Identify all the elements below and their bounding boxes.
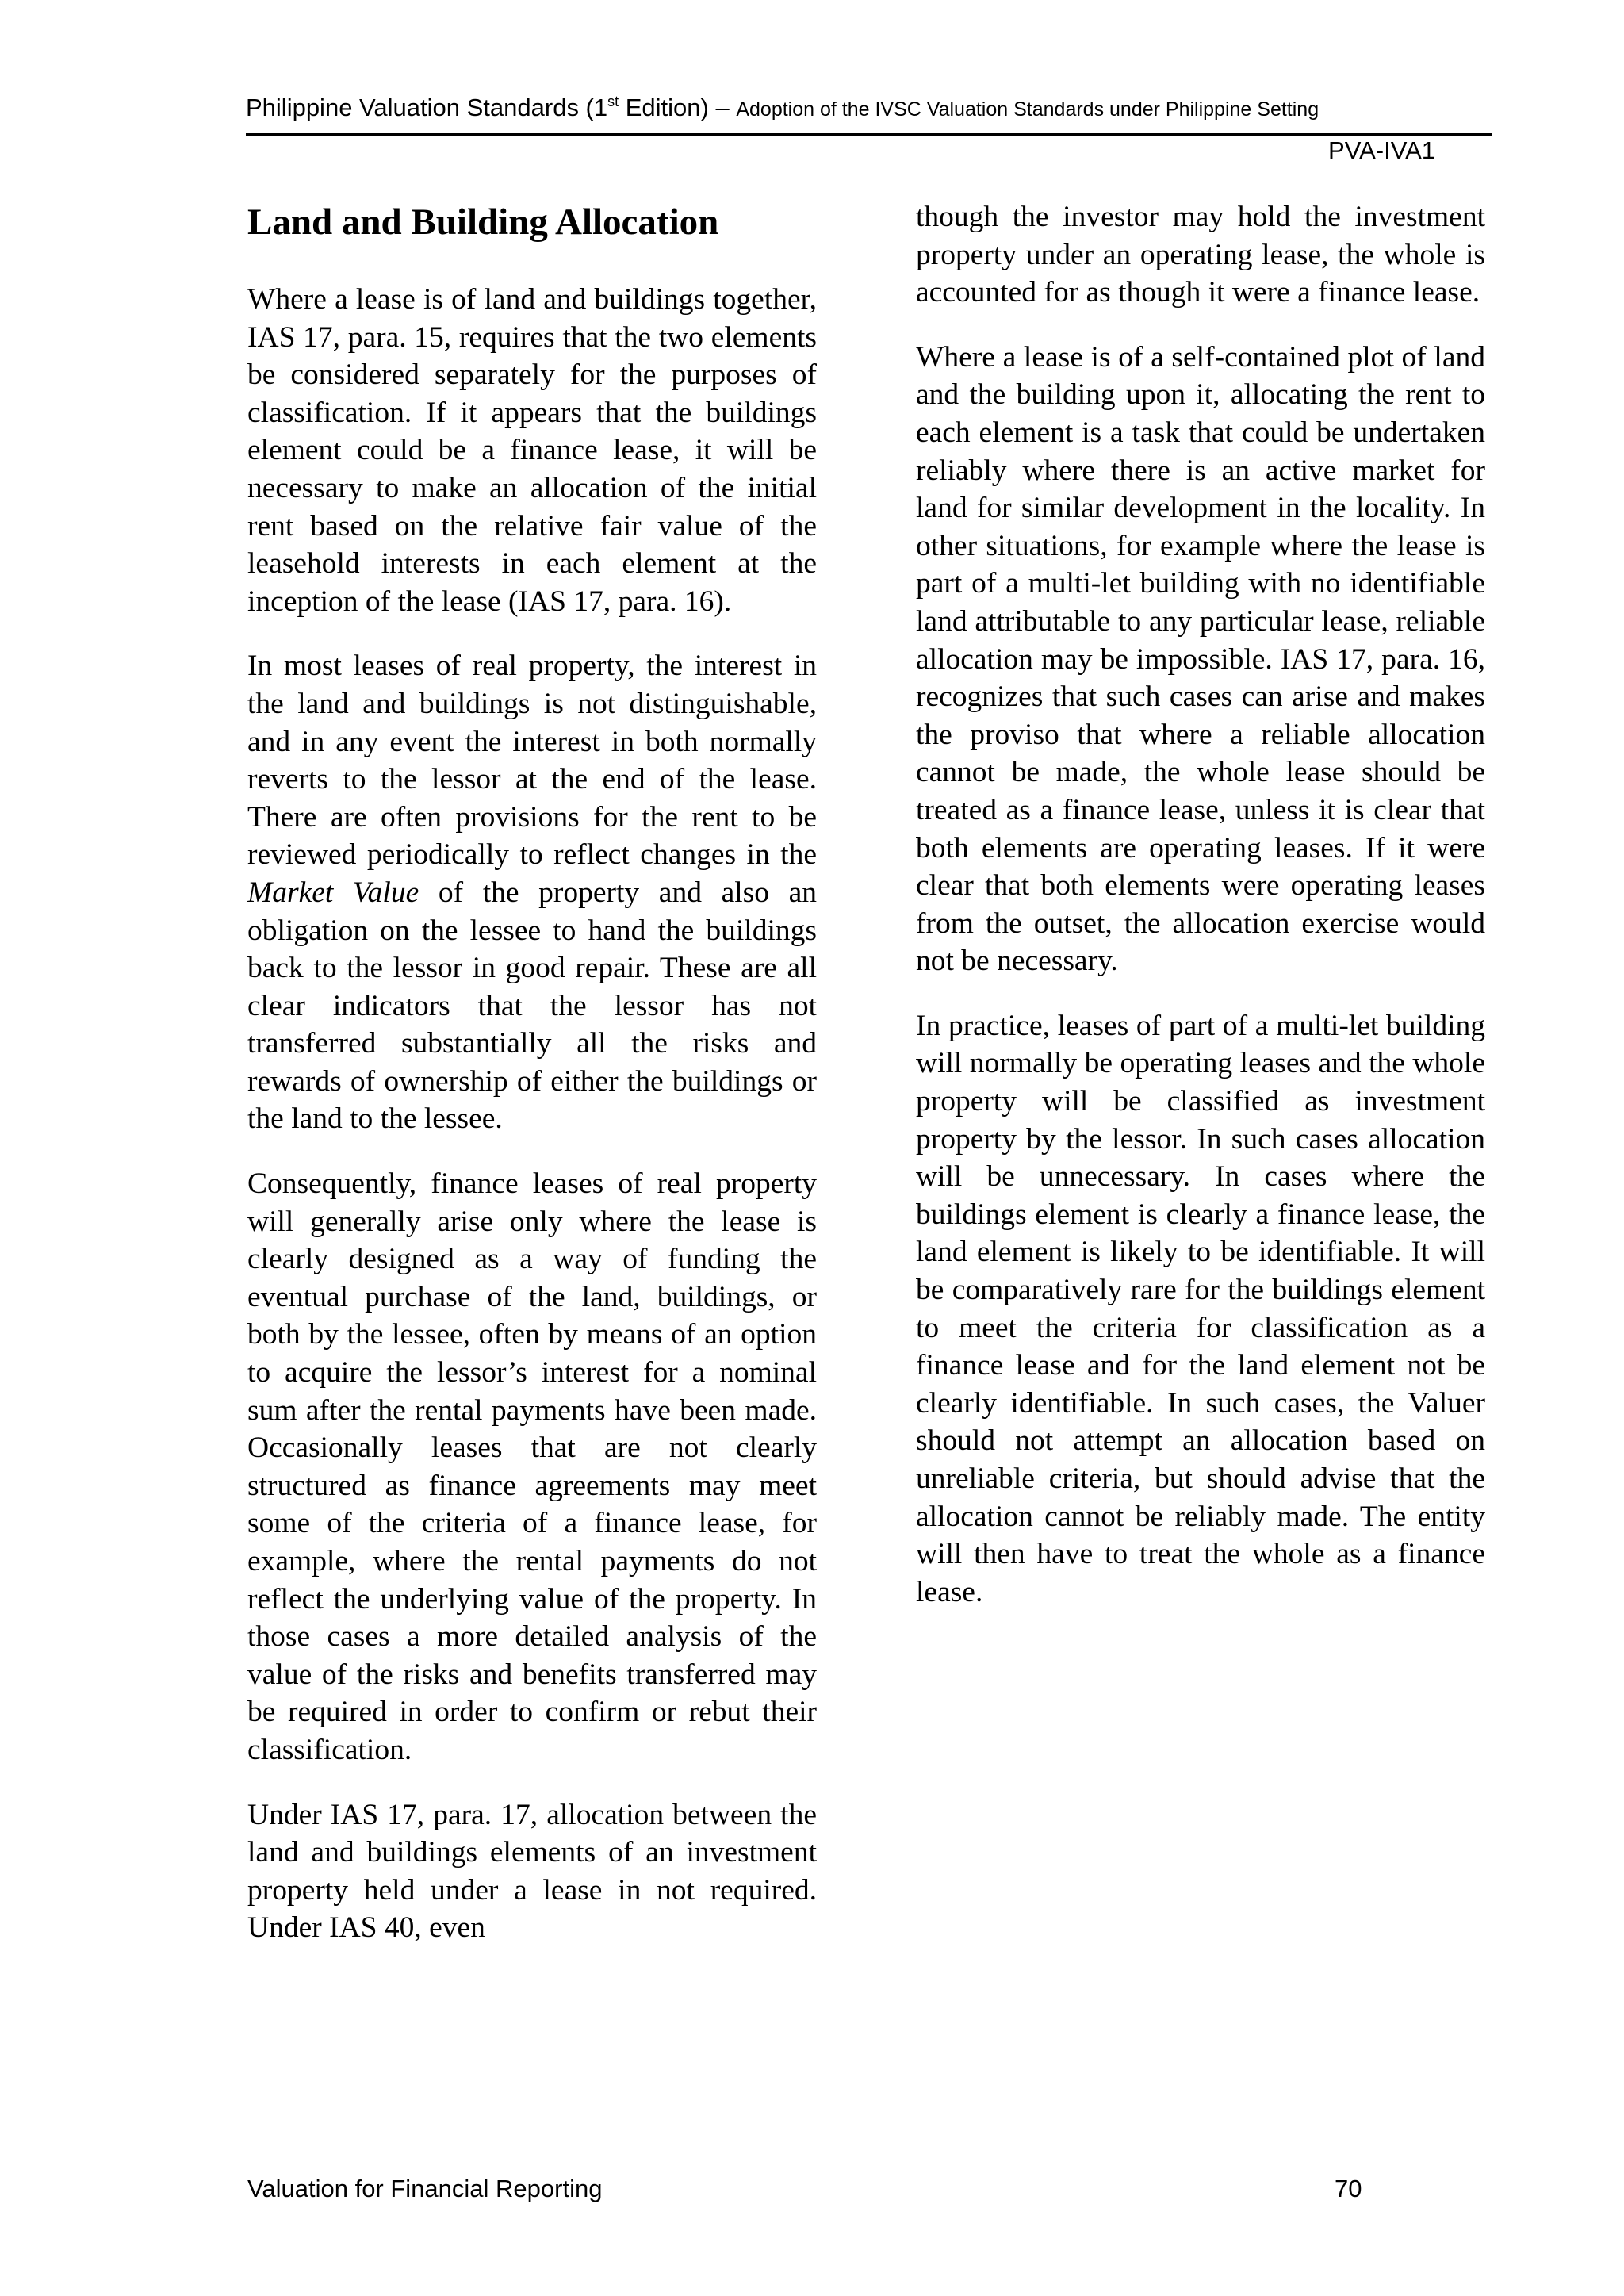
running-header	[246, 94, 1492, 133]
left-paragraph-4: Under IAS 17, para. 17, allocation between the land and buildings elements of an investment property held under a lease in not required. Under IAS 40, even	[247, 1798, 817, 1945]
header-title-main: Philippine Valuation Standards (1	[246, 94, 608, 121]
left-column	[247, 198, 817, 1974]
header-title-edition: Edition) –	[619, 94, 737, 121]
left-paragraph-2	[247, 647, 817, 1138]
left-paragraph-1: Where a lease is of land and buildings together, IAS 17, para. 15, requires that the two elements be considered separately for the purposes of classification. If it appears that the buildings element could be a finance lease, it will be necessary to make an allocation of the initial rent based on the relative fair value of the leasehold interests in each element at the inception of the lease (IAS 17, para. 16).	[247, 283, 817, 618]
header-title-superscript: st	[607, 94, 619, 109]
document-code: PVA-IVA1	[1328, 136, 1435, 164]
left-paragraph-2-part-b: of the property and also an obligation on the lessee to hand the buildings back to the lessor in good repair. These are all clear indicators that the lessor has not transferred substantially all the risks and rewards of ownership of either the buildings or the land to the lessee.	[247, 876, 817, 1136]
market-value-term: Market Value	[247, 876, 419, 909]
right-paragraph-3: In practice, leases of part of a multi-let building will normally be operating leases and the whole property will be classified as investment property by the lessor. In such cases allocation will be unnecessary. In cases where the buildings element is clearly a finance lease, the land element is likely to be identifiable. It will be comparatively rare for the buildings element to meet the criteria for classification as a finance lease and for the land element not be clearly identifiable. In such cases, the Valuer should not attempt an allocation based on unreliable criteria, but should advise that the allocation cannot be reliably made. The entity will then have to treat the whole as a finance lease.	[916, 1009, 1485, 1608]
header-divider	[246, 133, 1492, 136]
right-column	[916, 198, 1485, 1638]
section-title: Land and Building Allocation	[247, 201, 719, 243]
right-paragraph-1: though the investor may hold the investment property under an operating lease, the whole is accounted for as though it were a finance lease.	[916, 201, 1485, 309]
left-paragraph-2-part-a: In most leases of real property, the interest in the land and buildings is not distinguishable, and in any event the interest in both normally reverts to the lessor at the end of the lease. There are often provisions for the rent to be reviewed periodically to reflect changes in the	[247, 650, 817, 872]
page-number: 70	[1335, 2175, 1362, 2202]
right-paragraph-2: Where a lease is of a self-contained plot of land and the building upon it, allocating the rent to each element is a task that could be undertaken reliably where there is an active market for land for similar development in the locality. In other situations, for example where the lease is part of a multi-let building with no identifiable land attributable to any particular lease, reliable allocation may be impossible. IAS 17, para. 16, recognizes that such cases can arise and makes the proviso that where a reliable allocation cannot be made, the whole lease should be treated as a finance lease, unless it is clear that both elements are operating leases. If it were clear that both elements were operating leases from the outset, the allocation exercise would not be necessary.	[916, 340, 1485, 978]
left-paragraph-3: Consequently, finance leases of real property will generally arise only where the lease is clearly designed as a way of funding the eventual purchase of the land, buildings, or both by the lessee, often by means of an option to acquire the lessor’s interest for a nominal sum after the rental payments have been made. Occasionally leases that are not clearly structured as finance agreements may meet some of the criteria of a finance lease, for example, where the rental payments do not reflect the underlying value of the property. In those cases a more detailed analysis of the value of the risks and benefits transferred may be required in order to confirm or rebut their classification.	[247, 1167, 817, 1766]
footer-title: Valuation for Financial Reporting	[247, 2175, 603, 2202]
header-subtitle: Adoption of the IVSC Valuation Standards under Philippine Setting	[736, 98, 1320, 121]
